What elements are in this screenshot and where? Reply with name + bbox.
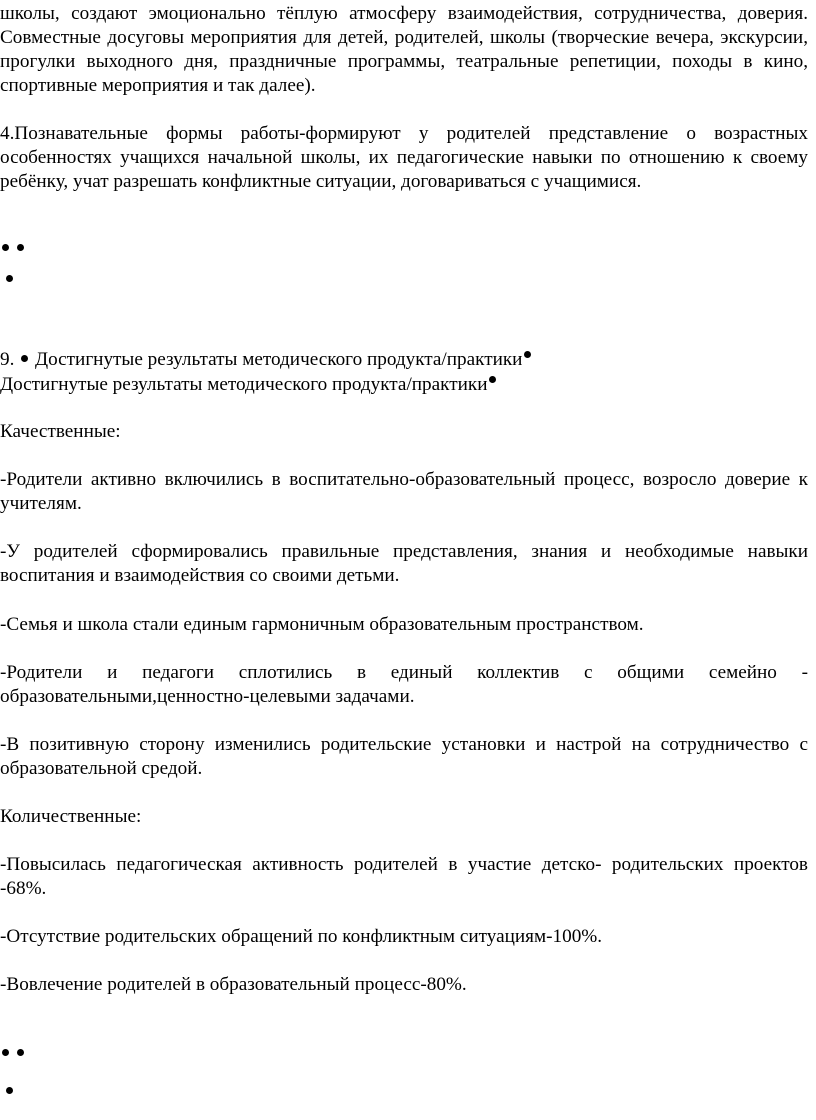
quantitative-item: -Вовлечение родителей в образовательный процесс-80%. bbox=[0, 974, 467, 995]
section-title-repeat: Достигнутые результаты методического продукта/практики bbox=[0, 374, 488, 395]
bullet-icon bbox=[17, 244, 24, 251]
bullet-icon bbox=[2, 1049, 9, 1056]
bullet-icon bbox=[17, 1049, 24, 1056]
bullet-icon bbox=[6, 275, 13, 282]
section-title: Достигнутые результаты методического продукта/практики bbox=[34, 349, 523, 370]
bullet-icon bbox=[21, 355, 28, 362]
bullet-icon bbox=[6, 1087, 13, 1094]
paragraph-cognitive-forms: 4.Познавательные формы работы-формируют у родителей представление о возрастных особенностях учащихся начальной школы, их педагогические навыки по отношению к своему ребёнку, учат разрешать конфликтные ситуации, договариваться с учащимися. bbox=[0, 123, 808, 192]
bullet-icon bbox=[489, 376, 496, 383]
section-heading-repeat bbox=[0, 373, 808, 397]
paragraph-activities: школы, создают эмоционально тёплую атмосферу взаимодействия, сотрудничества, доверия. Совместные досуговы мероприятия для детей, родителей, школы (творческие вечера, экскурсии, прогулки выходного дня, праздничные программы, театральные репетиции, походы в кино, спортивные мероприятия и так далее). bbox=[0, 3, 808, 96]
qualitative-heading: Качественные: bbox=[0, 421, 121, 442]
quantitative-item: -Отсутствие родительских обращений по конфликтным ситуациям-100%. bbox=[0, 926, 603, 947]
qualitative-item: -Семья и школа стали единым гармоничным образовательным пространством. bbox=[0, 614, 644, 635]
section-heading bbox=[0, 348, 808, 372]
quantitative-heading: Количественные: bbox=[0, 806, 142, 827]
section-number: 9. bbox=[0, 349, 15, 370]
qualitative-item: -В позитивную сторону изменились родительские установки и настрой на сотрудничество с образовательной средой. bbox=[0, 734, 808, 779]
bullet-icon bbox=[524, 351, 531, 358]
quantitative-item: -Повысилась педагогическая активность родителей в участие детско- родительских проектов -68%. bbox=[0, 854, 808, 899]
qualitative-item: -У родителей сформировались правильные представления, знания и необходимые навыки воспитания и взаимодействия со своими детьми. bbox=[0, 541, 808, 586]
qualitative-item: -Родители и педагоги сплотились в единый коллектив с общими семейно - образовательными,ценностно-целевыми задачами. bbox=[0, 662, 808, 707]
qualitative-item: -Родители активно включились в воспитательно-образовательный процесс, возросло доверие к учителям. bbox=[0, 469, 808, 514]
bullet-icon bbox=[2, 244, 9, 251]
